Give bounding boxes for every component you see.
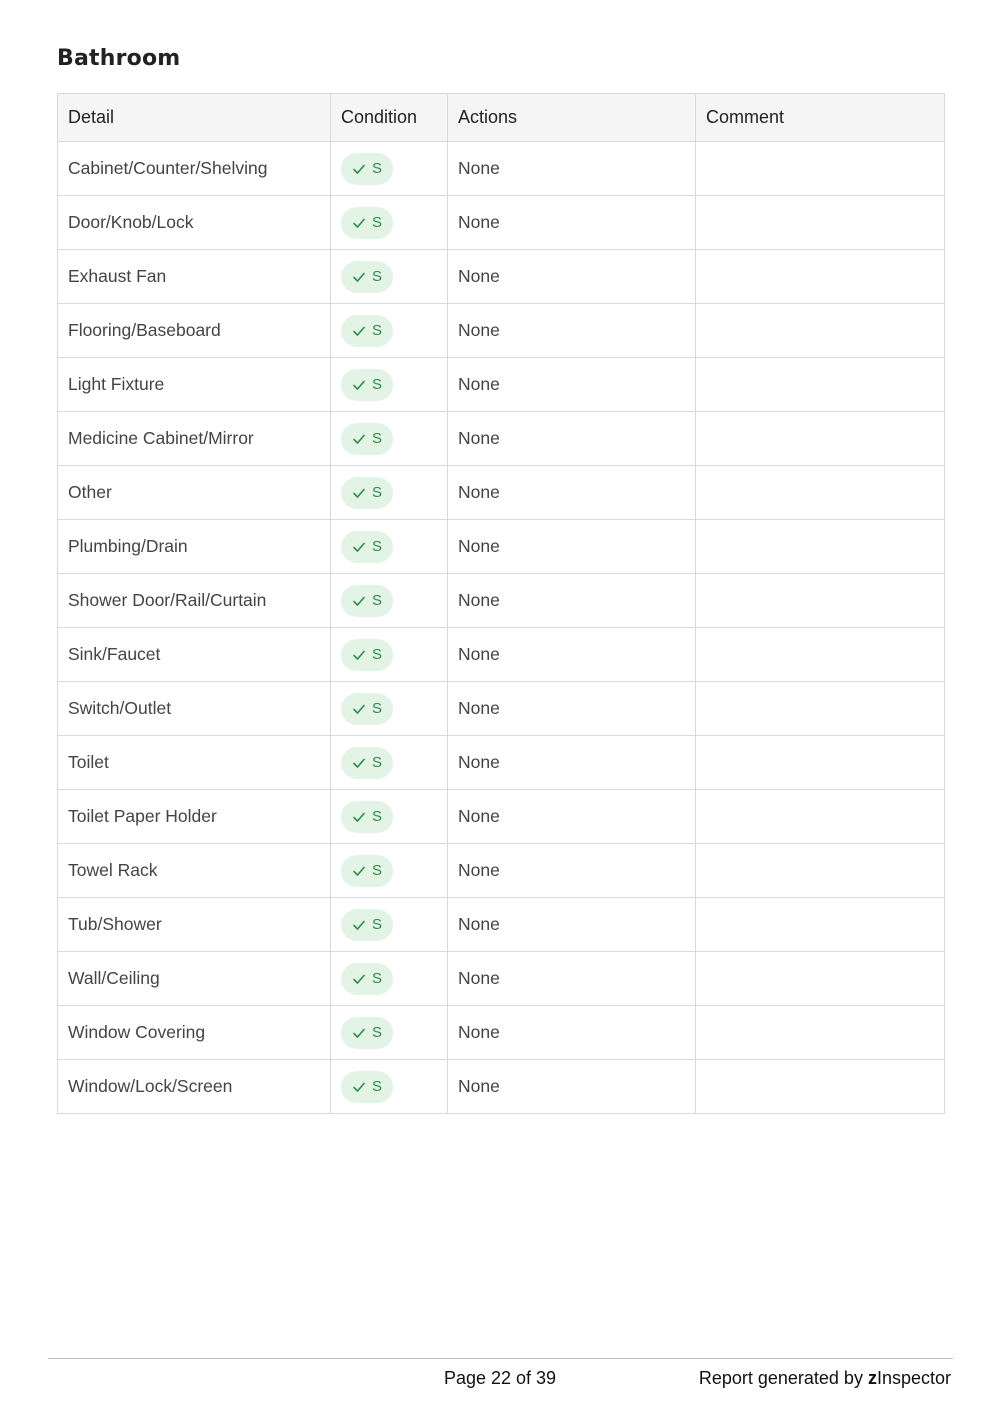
condition-badge — [341, 1071, 393, 1103]
detail-cell: Door/Knob/Lock — [58, 196, 331, 250]
table-row — [58, 844, 945, 898]
brand-rest: Inspector — [876, 1368, 951, 1388]
detail-cell: Window/Lock/Screen — [58, 1060, 331, 1114]
check-icon — [352, 648, 366, 662]
actions-cell: None — [448, 520, 696, 574]
condition-cell — [331, 1006, 448, 1060]
actions-cell: None — [448, 250, 696, 304]
check-icon — [352, 702, 366, 716]
condition-value: S — [371, 646, 382, 663]
condition-badge — [341, 207, 393, 239]
condition-value: S — [371, 808, 382, 825]
comment-cell — [696, 250, 945, 304]
check-icon — [352, 864, 366, 878]
condition-value: S — [371, 214, 382, 231]
condition-cell — [331, 574, 448, 628]
condition-value: S — [371, 430, 382, 447]
condition-badge — [341, 477, 393, 509]
actions-cell: None — [448, 1006, 696, 1060]
condition-value: S — [371, 754, 382, 771]
condition-cell — [331, 142, 448, 196]
actions-cell: None — [448, 1060, 696, 1114]
actions-cell: None — [448, 196, 696, 250]
detail-cell: Cabinet/Counter/Shelving — [58, 142, 331, 196]
condition-value: S — [371, 376, 382, 393]
detail-cell: Tub/Shower — [58, 898, 331, 952]
actions-cell: None — [448, 142, 696, 196]
check-icon — [352, 270, 366, 284]
condition-badge — [341, 531, 393, 563]
condition-value: S — [371, 970, 382, 987]
actions-cell: None — [448, 736, 696, 790]
header-condition: Condition — [331, 94, 448, 142]
condition-cell — [331, 520, 448, 574]
check-icon — [352, 972, 366, 986]
condition-value: S — [371, 268, 382, 285]
condition-value: S — [371, 592, 382, 609]
table-row — [58, 304, 945, 358]
condition-badge — [341, 639, 393, 671]
condition-cell — [331, 412, 448, 466]
check-icon — [352, 540, 366, 554]
table-row — [58, 790, 945, 844]
table-row — [58, 682, 945, 736]
detail-cell: Light Fixture — [58, 358, 331, 412]
actions-cell: None — [448, 466, 696, 520]
check-icon — [352, 162, 366, 176]
table-row — [58, 466, 945, 520]
detail-cell: Window Covering — [58, 1006, 331, 1060]
condition-cell — [331, 1060, 448, 1114]
inspection-table — [57, 93, 945, 1114]
detail-cell: Shower Door/Rail/Curtain — [58, 574, 331, 628]
condition-cell — [331, 466, 448, 520]
condition-cell — [331, 844, 448, 898]
actions-cell: None — [448, 304, 696, 358]
condition-badge — [341, 963, 393, 995]
detail-cell: Switch/Outlet — [58, 682, 331, 736]
actions-cell: None — [448, 844, 696, 898]
actions-cell: None — [448, 628, 696, 682]
detail-cell: Sink/Faucet — [58, 628, 331, 682]
comment-cell — [696, 736, 945, 790]
detail-cell: Medicine Cabinet/Mirror — [58, 412, 331, 466]
condition-badge — [341, 153, 393, 185]
table-row — [58, 628, 945, 682]
detail-cell: Flooring/Baseboard — [58, 304, 331, 358]
check-icon — [352, 756, 366, 770]
check-icon — [352, 216, 366, 230]
comment-cell — [696, 466, 945, 520]
condition-value: S — [371, 862, 382, 879]
condition-cell — [331, 196, 448, 250]
condition-badge — [341, 1017, 393, 1049]
condition-value: S — [371, 1078, 382, 1095]
table-row — [58, 1006, 945, 1060]
actions-cell: None — [448, 574, 696, 628]
condition-value: S — [371, 160, 382, 177]
check-icon — [352, 1080, 366, 1094]
condition-badge — [341, 369, 393, 401]
table-row — [58, 574, 945, 628]
section-title: Bathroom — [57, 46, 181, 71]
comment-cell — [696, 358, 945, 412]
condition-badge — [341, 747, 393, 779]
page-number: Page 22 of 39 — [443, 1368, 557, 1388]
comment-cell — [696, 682, 945, 736]
comment-cell — [696, 520, 945, 574]
table-row — [58, 358, 945, 412]
comment-cell — [696, 790, 945, 844]
header-comment: Comment — [696, 94, 945, 142]
condition-value: S — [371, 322, 382, 339]
condition-value: S — [371, 538, 382, 555]
check-icon — [352, 432, 366, 446]
condition-badge — [341, 261, 393, 293]
report-generated-by — [699, 1368, 951, 1389]
actions-cell: None — [448, 358, 696, 412]
check-icon — [352, 324, 366, 338]
table-row — [58, 196, 945, 250]
table-row — [58, 736, 945, 790]
condition-badge — [341, 585, 393, 617]
comment-cell — [696, 304, 945, 358]
condition-badge — [341, 423, 393, 455]
detail-cell: Towel Rack — [58, 844, 331, 898]
condition-badge — [341, 855, 393, 887]
condition-cell — [331, 952, 448, 1006]
table-header-row — [58, 94, 945, 142]
comment-cell — [696, 1006, 945, 1060]
condition-cell — [331, 250, 448, 304]
condition-badge — [341, 693, 393, 725]
header-detail: Detail — [58, 94, 331, 142]
condition-cell — [331, 628, 448, 682]
condition-value: S — [371, 1024, 382, 1041]
detail-cell: Other — [58, 466, 331, 520]
comment-cell — [696, 898, 945, 952]
comment-cell — [696, 142, 945, 196]
table-row — [58, 952, 945, 1006]
condition-value: S — [371, 700, 382, 717]
comment-cell — [696, 574, 945, 628]
condition-badge — [341, 909, 393, 941]
detail-cell: Toilet — [58, 736, 331, 790]
comment-cell — [696, 1060, 945, 1114]
condition-cell — [331, 898, 448, 952]
brand-bold: z — [867, 1368, 877, 1388]
table-row — [58, 412, 945, 466]
comment-cell — [696, 628, 945, 682]
check-icon — [352, 378, 366, 392]
condition-cell — [331, 358, 448, 412]
condition-cell — [331, 790, 448, 844]
comment-cell — [696, 196, 945, 250]
check-icon — [352, 810, 366, 824]
comment-cell — [696, 952, 945, 1006]
detail-cell: Plumbing/Drain — [58, 520, 331, 574]
comment-cell — [696, 844, 945, 898]
table-row — [58, 250, 945, 304]
actions-cell: None — [448, 412, 696, 466]
condition-badge — [341, 801, 393, 833]
actions-cell: None — [448, 898, 696, 952]
check-icon — [352, 594, 366, 608]
actions-cell: None — [448, 682, 696, 736]
footer-divider — [48, 1358, 953, 1359]
check-icon — [352, 918, 366, 932]
table-row — [58, 1060, 945, 1114]
check-icon — [352, 1026, 366, 1040]
condition-cell — [331, 682, 448, 736]
condition-cell — [331, 736, 448, 790]
detail-cell: Exhaust Fan — [58, 250, 331, 304]
generated-prefix: Report generated by — [698, 1368, 868, 1388]
check-icon — [352, 486, 366, 500]
table-row — [58, 898, 945, 952]
header-actions: Actions — [448, 94, 696, 142]
table-row — [58, 520, 945, 574]
condition-badge — [341, 315, 393, 347]
condition-value: S — [371, 484, 382, 501]
comment-cell — [696, 412, 945, 466]
detail-cell: Wall/Ceiling — [58, 952, 331, 1006]
actions-cell: None — [448, 790, 696, 844]
actions-cell: None — [448, 952, 696, 1006]
table-row — [58, 142, 945, 196]
condition-value: S — [371, 916, 382, 933]
condition-cell — [331, 304, 448, 358]
detail-cell: Toilet Paper Holder — [58, 790, 331, 844]
